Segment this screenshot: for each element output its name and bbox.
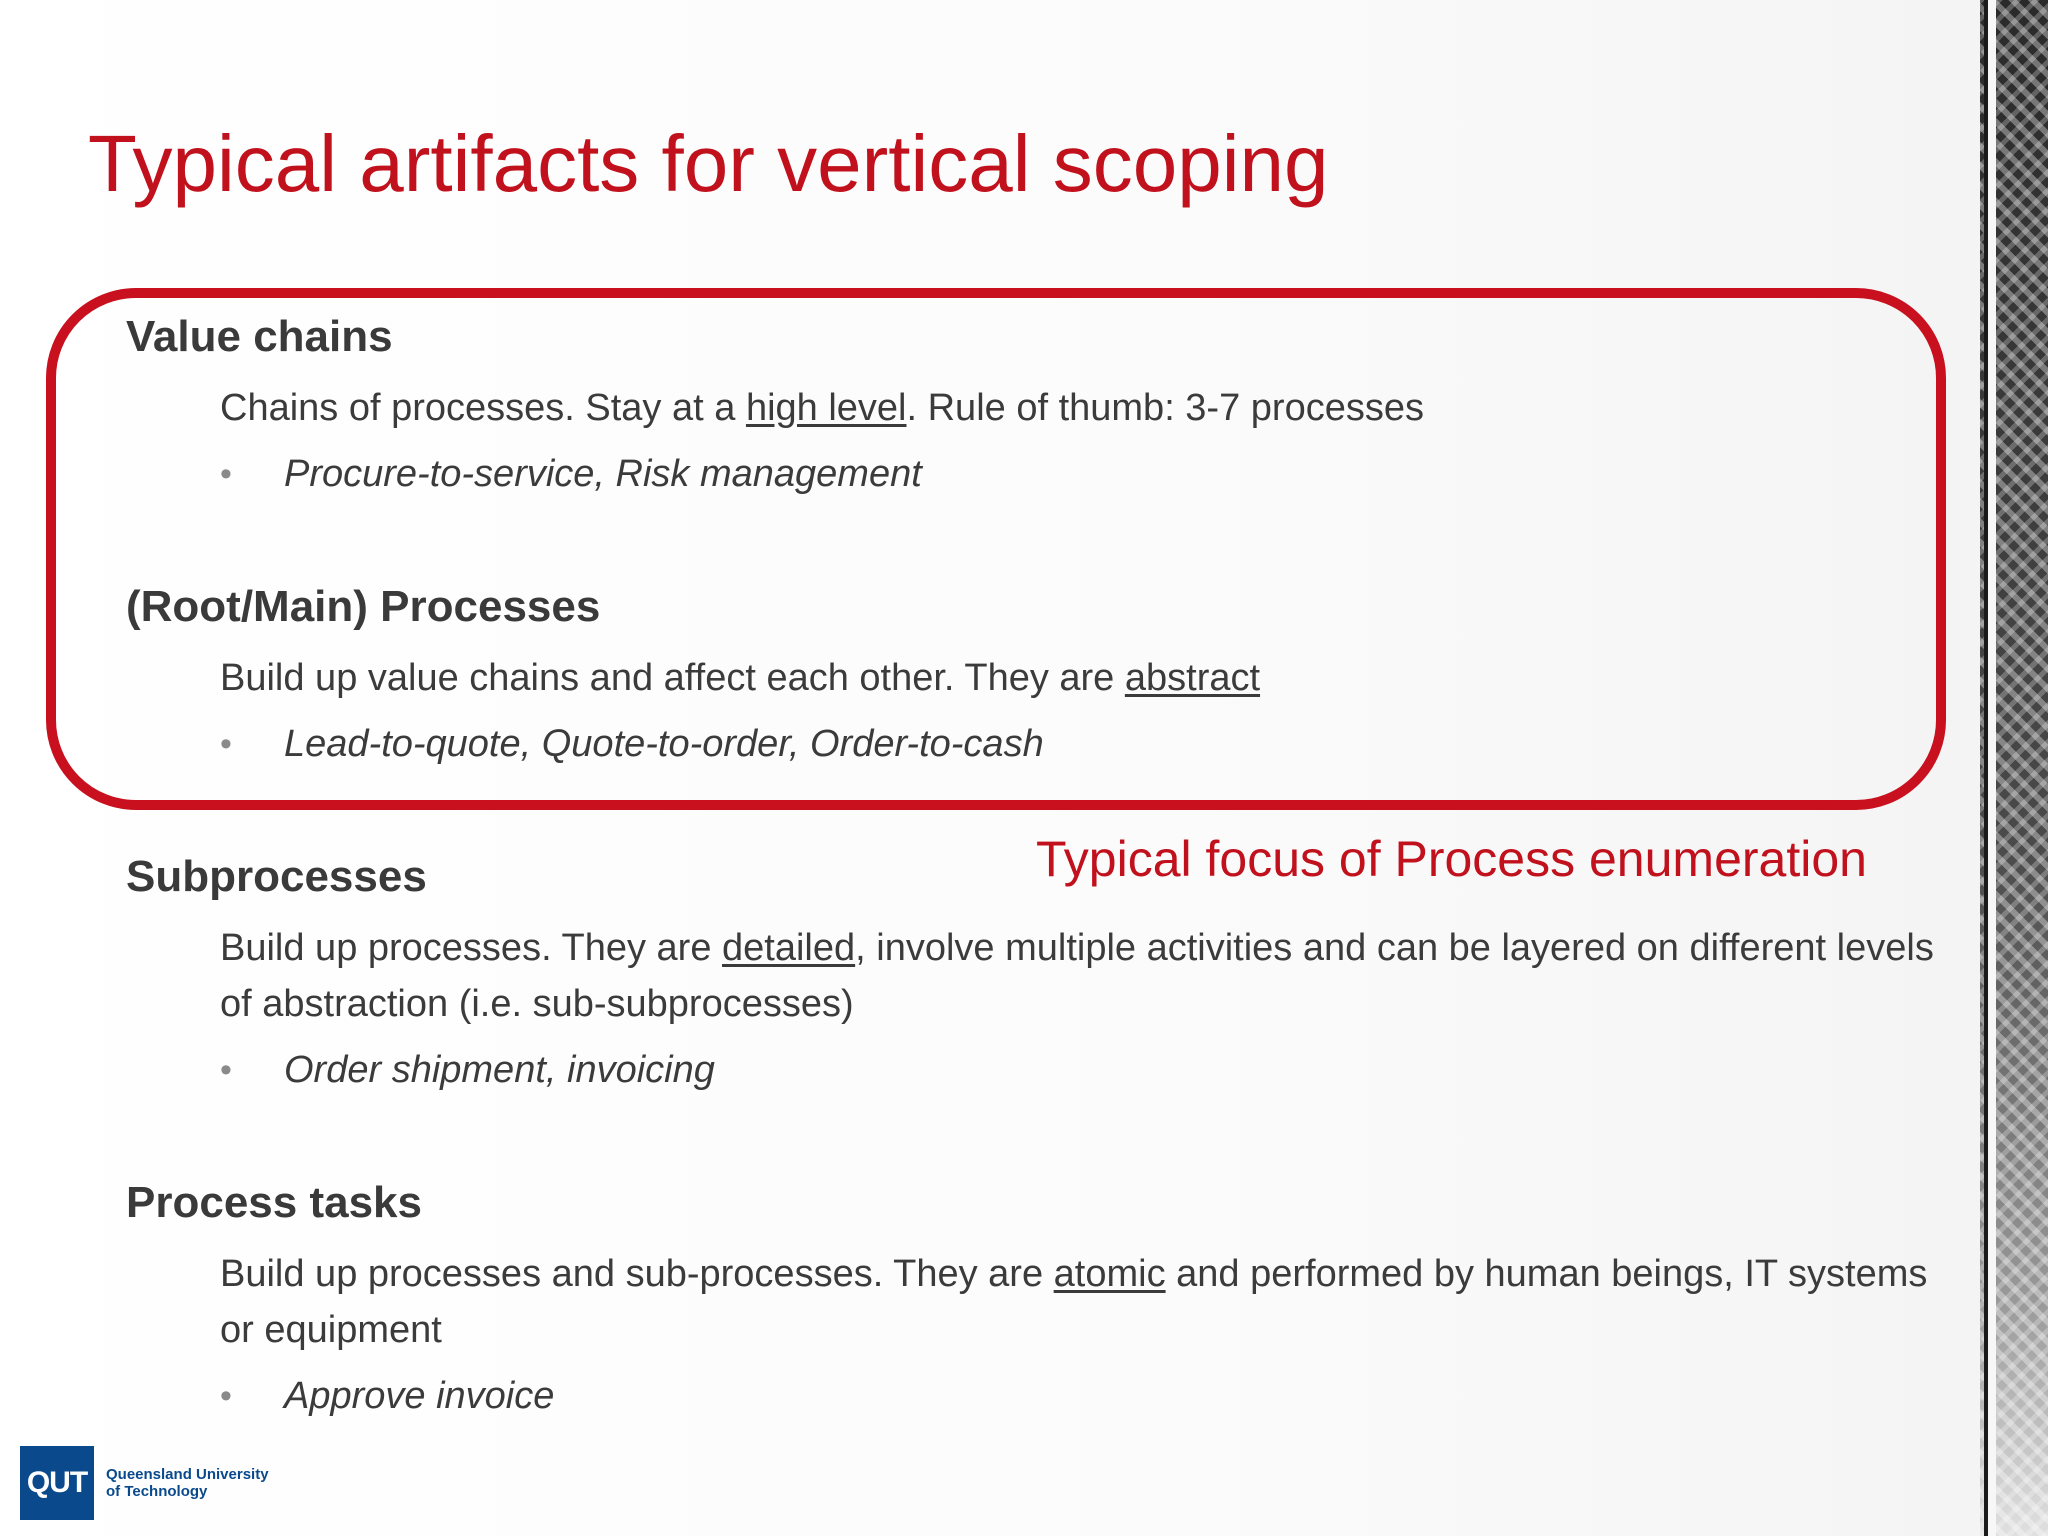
section-value-chains bbox=[126, 312, 1970, 502]
example-bullet bbox=[220, 1042, 1970, 1098]
logo-wordmark: Queensland University of Technology bbox=[106, 1466, 269, 1500]
slide-title: Typical artifacts for vertical scoping bbox=[88, 119, 1329, 208]
section-description: Build up value chains and affect each other. They are abstract bbox=[220, 657, 1261, 699]
emphasis-term: high level bbox=[745, 387, 907, 429]
example-bullet bbox=[220, 1368, 1970, 1424]
bullet-icon: • bbox=[220, 1377, 232, 1415]
example-text: Lead-to-quote, Quote-to-order, Order-to-cash bbox=[284, 723, 1044, 765]
section-subprocesses bbox=[126, 852, 1970, 1098]
example-text: Order shipment, invoicing bbox=[284, 1049, 715, 1091]
emphasis-term: abstract bbox=[1124, 657, 1261, 699]
section-heading: Process tasks bbox=[126, 1178, 422, 1227]
logo-mark: QUT bbox=[20, 1446, 94, 1520]
emphasis-term: atomic bbox=[1053, 1253, 1166, 1295]
bullet-icon: • bbox=[220, 725, 232, 763]
qut-logo bbox=[20, 1446, 269, 1520]
section-heading: Subprocesses bbox=[126, 852, 427, 901]
example-bullet bbox=[220, 446, 1970, 502]
section-description: Build up processes and sub-processes. They are atomic and performed by human beings, IT systems or equipment bbox=[220, 1253, 1928, 1351]
section-heading: Value chains bbox=[126, 312, 393, 361]
section-process-tasks bbox=[126, 1178, 1970, 1424]
focus-label: Typical focus of Process enumeration bbox=[1036, 831, 1867, 887]
example-text: Approve invoice bbox=[284, 1375, 555, 1417]
section-description: Chains of processes. Stay at a high level. Rule of thumb: 3-7 processes bbox=[220, 387, 1424, 429]
example-bullet bbox=[220, 716, 1970, 772]
decorative-edge-gap bbox=[1988, 0, 1996, 1536]
section-root-processes bbox=[126, 582, 1970, 772]
bullet-icon: • bbox=[220, 455, 232, 493]
emphasis-term: detailed bbox=[722, 927, 856, 969]
section-heading: (Root/Main) Processes bbox=[126, 582, 601, 631]
example-text: Procure-to-service, Risk management bbox=[284, 453, 922, 495]
bullet-icon: • bbox=[220, 1051, 232, 1089]
section-description: Build up processes. They are detailed, involve multiple activities and can be layered on different levels of abstraction (i.e. sub-subprocesses) bbox=[220, 927, 1934, 1025]
